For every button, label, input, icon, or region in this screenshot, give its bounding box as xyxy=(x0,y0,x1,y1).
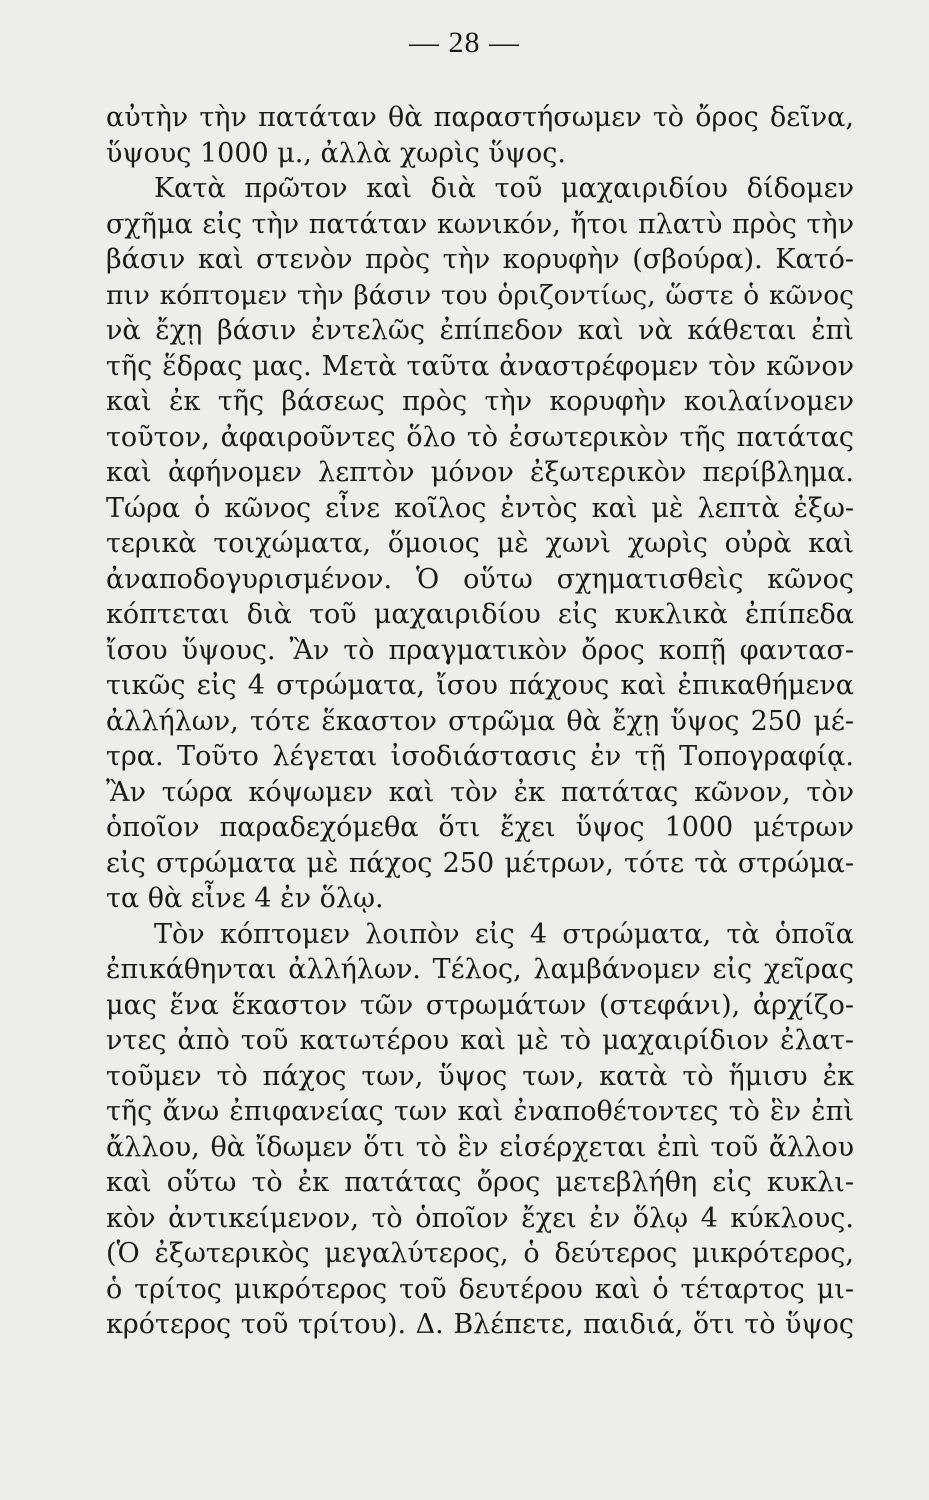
text-line: εἰς στρώματα μὲ πάχος 250 μέτρων, τότε τὰ στρώμα- xyxy=(106,847,854,879)
text-line: καὶ ἀφήνομεν λεπτὸν μόνον ἐξωτερικὸν περίβλημα. xyxy=(106,457,854,488)
text-line: (Ὁ ἐξωτερικὸς μεγαλύτερος, ὁ δεύτερος μικρότερος, xyxy=(106,1238,854,1269)
text-line: τῆς ἄνω ἐπιφανείας των καὶ ἐναποθέτοντες τὸ ἓν ἐπὶ xyxy=(106,1096,854,1127)
text-line: ἀναποδογυρισμένον. Ὁ οὕτω σχηματισθεὶς κῶνος xyxy=(106,563,854,595)
text-line: κὸν ἀντικείμενον, τὸ ὁποῖον ἔχει ἐν ὅλῳ 4 κύκλους. xyxy=(106,1202,854,1234)
text-line: ἀλλήλων, τότε ἕκαστον στρῶμα θὰ ἔχῃ ὕψος 250 μέ- xyxy=(106,705,854,737)
text-line: Τὸν κόπτομεν λοιπὸν εἰς 4 στρώματα, τὰ ὁποῖα xyxy=(154,918,854,950)
text-line: κόπτεται διὰ τοῦ μαχαιριδίου εἰς κυκλικὰ ἐπίπεδα xyxy=(106,599,854,630)
text-line: τῆς ἕδρας μας. Μετὰ ταῦτα ἀναστρέφομεν τὸν κῶνον xyxy=(106,350,854,382)
text-line: ἄλλου, θὰ ἴδωμεν ὅτι τὸ ἓν εἰσέρχεται ἐπὶ τοῦ ἄλλου xyxy=(106,1131,854,1163)
text-line: Ἂν τώρα κόψωμεν καὶ τὸν ἐκ πατάτας κῶνον, τὸν xyxy=(106,776,854,808)
text-line: τα θὰ εἶνε 4 ἐν ὅλῳ. xyxy=(106,883,384,914)
text-line: μας ἕνα ἕκαστον τῶν στρωμάτων (στεφάνι), ἀρχίζο- xyxy=(106,989,854,1021)
text-line: κρότερος τοῦ τρίτου). Δ. Βλέπετε, παιδιά, ὅτι τὸ ὕψος xyxy=(106,1309,854,1340)
text-line: τρα. Τοῦτο λέγεται ἰσοδιάστασις ἐν τῇ Τοπογραφίᾳ. xyxy=(106,741,854,772)
text-line: ὁποῖον παραδεχόμεθα ὅτι ἔχει ὕψος 1000 μέτρων xyxy=(106,812,854,843)
text-line: βάσιν καὶ στενὸν πρὸς τὴν κορυφὴν (σβούρα). Κατό- xyxy=(106,244,854,275)
text-line: καὶ οὕτω τὸ ἐκ πατάτας ὄρος μετεβλήθη εἰς κυκλι- xyxy=(106,1167,854,1198)
text-line: τοῦμεν τὸ πάχος των, ὕψος των, κατὰ τὸ ἥμισυ ἐκ xyxy=(106,1060,854,1092)
text-line: ὕψους 1000 μ., ἀλλὰ χωρὶς ὕψος. xyxy=(106,137,566,169)
text-line: τικῶς εἰς 4 στρώματα, ἴσου πάχους καὶ ἐπικαθήμενα xyxy=(106,670,854,701)
text-line: αὐτὴν τὴν πατάταν θὰ παραστήσωμεν τὸ ὄρος δεῖνα, xyxy=(106,102,854,133)
text-line: ντες ἀπὸ τοῦ κατωτέρου καὶ μὲ τὸ μαχαιρίδιον ἐλατ- xyxy=(106,1025,854,1056)
text-line: καὶ ἐκ τῆς βάσεως πρὸς τὴν κορυφὴν κοιλαίνομεν xyxy=(106,386,854,417)
text-line: Τώρα ὁ κῶνος εἶνε κοῖλος ἐντὸς καὶ μὲ λεπτὰ ἐξω- xyxy=(106,492,854,524)
text-line: ἴσου ὕψους. Ἂν τὸ πραγματικὸν ὄρος κοπῇ φαντασ- xyxy=(106,634,854,666)
text-line: πιν κόπτομεν τὴν βάσιν του ὁριζοντίως, ὥστε ὁ κῶνος xyxy=(106,279,854,311)
text-line: ἐπικάθηνται ἀλλήλων. Τέλος, λαμβάνομεν εἰς χεῖρας xyxy=(106,954,854,985)
page-number: — 28 — xyxy=(409,26,520,59)
text-line: τοῦτον, ἀφαιροῦντες ὅλο τὸ ἐσωτερικὸν τῆς πατάτας xyxy=(106,421,854,453)
text-line: Κατὰ πρῶτον καὶ διὰ τοῦ μαχαιριδίου δίδομεν xyxy=(154,173,854,204)
text-line: νὰ ἔχῃ βάσιν ἐντελῶς ἐπίπεδον καὶ νὰ κάθεται ἐπὶ xyxy=(106,315,854,346)
text-line: τερικὰ τοιχώματα, ὅμοιος μὲ χωνὶ χωρὶς οὐρὰ καὶ xyxy=(106,528,854,559)
body-text xyxy=(106,100,854,1343)
text-line: ὁ τρίτος μικρότερος τοῦ δευτέρου καὶ ὁ τέταρτος μι- xyxy=(106,1273,854,1305)
text-line: σχῆμα εἰς τὴν πατάταν κωνικόν, ἤτοι πλατὺ πρὸς τὴν xyxy=(106,208,854,240)
